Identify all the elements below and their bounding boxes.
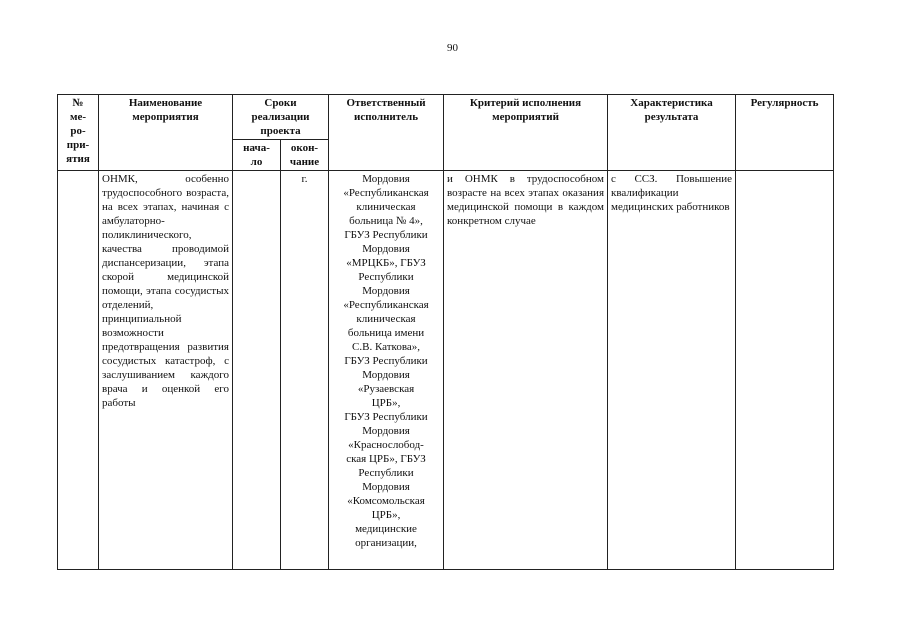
header-criterion: Критерий исполнения мероприятий: [444, 95, 608, 171]
cell-responsible: Мордовия «Республиканская клиническая больница № 4», ГБУЗ Республики Мордовия «МРЦКБ», ГБУЗ Республики Мордовия «Республиканская клиническая больница имени С.В. Каткова», ГБУЗ Республики Мордовия «Рузаевская ЦРБ», ГБУЗ Республики Мордовия «Краснослобод- ская ЦРБ», ГБУЗ Республики Мордовия «Комсомольская ЦРБ», медицинские организации,: [329, 171, 444, 570]
header-regularity: Регулярность: [736, 95, 834, 171]
header-terms: Сроки реализации проекта: [233, 95, 329, 140]
header-start: нача- ло: [233, 140, 281, 171]
cell-end: г.: [281, 171, 329, 570]
header-responsible: Ответственный исполнитель: [329, 95, 444, 171]
header-number: № ме- ро- при- ятия: [58, 95, 99, 171]
header-row: [58, 95, 834, 140]
cell-regularity: [736, 171, 834, 570]
header-name: Наименование мероприятия: [99, 95, 233, 171]
cell-start: [233, 171, 281, 570]
cell-criterion: и ОНМК в трудоспособном возрасте на всех этапах оказания медицинской помощи в каждом конкретном случае: [444, 171, 608, 570]
cell-name: ОНМК, особенно трудоспособного возраста, на всех этапах, начиная с амбулаторно-поликлинического, качества проводимой диспансеризации, этапа скорой медицинской помощи, этапа сосудистых отделений, принципиальной возможности предотвращения развития сосудистых катастроф, с заслушиванием каждого врача и оценкой его работы: [99, 171, 233, 570]
header-result: Характеристика результата: [608, 95, 736, 171]
cell-number: [58, 171, 99, 570]
table-row: [58, 171, 834, 570]
cell-result: с ССЗ. Повышение квалификации медицинских работников: [608, 171, 736, 570]
header-end: окон- чание: [281, 140, 329, 171]
activities-table: [57, 94, 834, 570]
page-number: 90: [447, 42, 458, 54]
